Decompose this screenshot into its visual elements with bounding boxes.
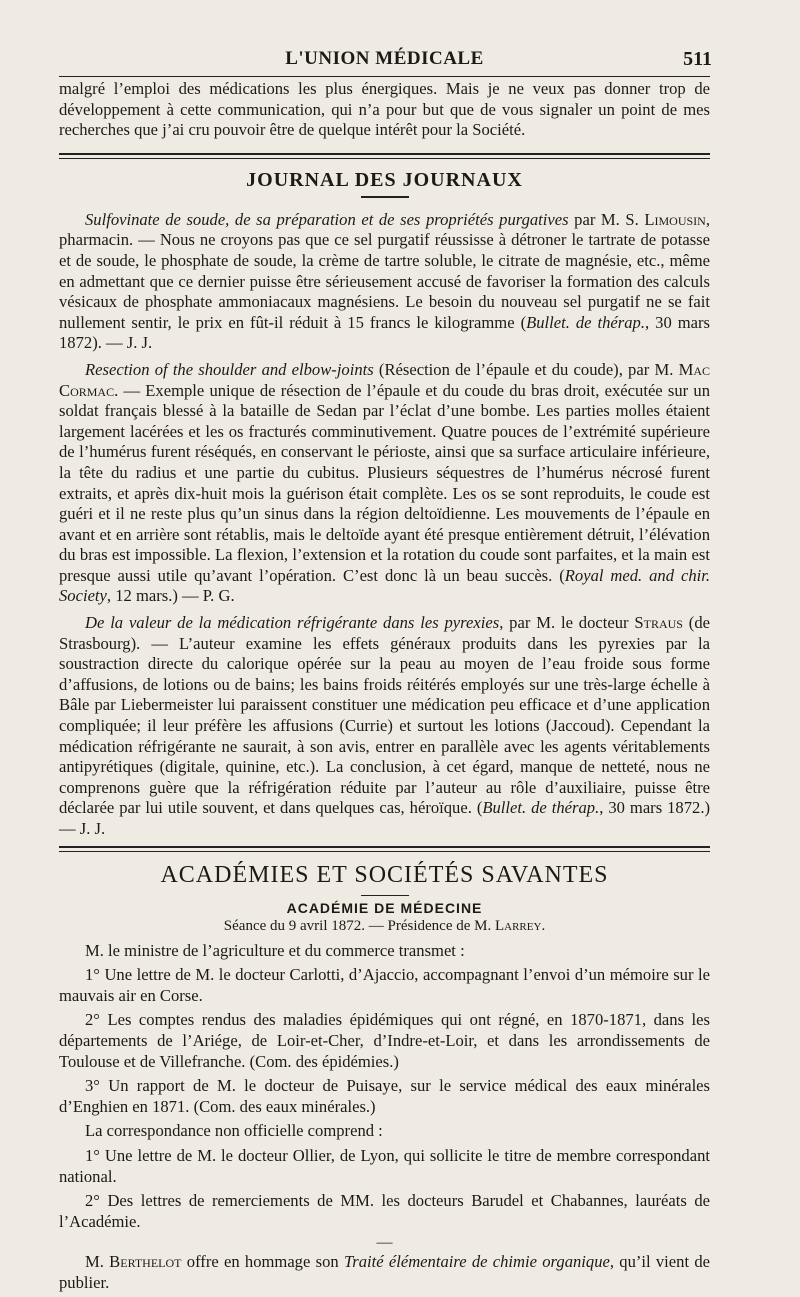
academies-section-title: ACADÉMIES ET SOCIÉTÉS SAVANTES (160, 861, 609, 888)
running-title: L'UNION MÉDICALE (285, 48, 484, 69)
seance-end: . (541, 917, 546, 934)
entry-text: , pharmacin. — Nous ne croyons pas que ce sel purgatif réussisse à détroner le tartrate de potasse et de soude, le phosphate de soude, la crème de tartre soluble, le citrate de magnésie, etc., même en admettant que ce dernier puisse être sérieusement accusé de favoriser la formation des calculs vésicaux de phosphate ammoniacaux magnésiens. Le besoin du nouveau sel purgatif ne se fait nullement sentir, le prix en fût-il réduit à 15 francs le kilogramme ( (59, 209, 711, 332)
entry-end: , 12 mars.) — P. G. (106, 586, 235, 606)
official-item: 1° Une lettre de M. le docteur Carlotti, d’Ajaccio, accompagnant l’envoi d’un mémoire sur le mauvais air en Corse. (59, 965, 710, 1005)
journal-entry (59, 360, 710, 607)
entry-source: Royal med. and chir. Society (59, 565, 711, 606)
seance-line (59, 918, 710, 935)
official-item: 3° Un rapport de M. le docteur de Puisaye, sur le service médical des eaux minérales d’Enghien en 1871. (Com. des eaux minérales.) (59, 1076, 710, 1116)
unofficial-item: 2° Des lettres de remerciements de MM. les docteurs Barudel et Chabannes, lauréats de l’Académie. (59, 1191, 710, 1231)
correspondance-intro: La correspondance non officielle comprend : (85, 1121, 383, 1141)
berthelot-paragraph (59, 1252, 710, 1293)
entry-title: Resection of the shoulder and elbow-joints (85, 359, 374, 379)
entry-title: Sulfovinate de soude, de sa préparation et de ses propriétés purgatives (85, 209, 569, 229)
academy-name: ACADÉMIE DE MÉDECINE (286, 899, 483, 916)
intro-paragraph: malgré l’emploi des médications les plus énergiques. Mais je ne veux pas donner trop de développement à cette communication, qui n’a pour but que de vous signaler un point de mes recherches que j’ai cru pouvoir être de quelque intérêt pour la Société. (59, 79, 710, 140)
page-number: 511 (683, 48, 712, 70)
entry-source: Bullet. de thérap. (482, 798, 600, 818)
entry-author: Straus (634, 613, 683, 633)
journal-entry (59, 613, 710, 840)
entry-author: Mac Cormac (59, 359, 710, 400)
journal-entry (59, 210, 710, 354)
title-underline (361, 895, 409, 896)
entry-author-prefix: par M. S. (568, 209, 645, 229)
berthelot-mid: offre en hommage son (181, 1252, 344, 1272)
berthelot-name: Berthelot (109, 1252, 182, 1272)
unofficial-item: 1° Une lettre de M. le docteur Ollier, de Lyon, qui sollicite le titre de membre correspondant national. (59, 1145, 710, 1186)
journal-section-title: JOURNAL DES JOURNAUX (246, 168, 523, 191)
section-divider (59, 153, 710, 159)
separator-dash: — (376, 1234, 393, 1252)
seance-text: Séance du 9 avril 1872. — Présidence de M. (223, 917, 495, 934)
running-header (59, 44, 710, 72)
entry-text: (de Strasbourg). — L’auteur examine les effets généraux produits dans les pyrexies par la soustraction directe du calorique opérée sur la peau au moyen de l’eau froide sous forme d’affusions, de lotions ou de bains; les bains froids réitérés employés sur une très-large échelle à Bâle par Liebermeister lui paraissent constituer une médication peu efficace et d’une application compliquée; il leur préfère les affusions (Currie) et surtout les lotions (Jaccoud). Cependant la médication réfrigérante ne saurait, à son avis, entrer en parallèle avec les agents véritablements antipyrétiques (digitale, quinine, etc.). La conclusion, à cet égard, manque de netteté, nous ne comprenons guère que la réfrigération réduite par l’auteur au rôle d’auxiliaire, puisse être déclarée par lui utile souvent, et dans quelques cas, héroïque. ( (59, 613, 710, 818)
ministre-intro: M. le ministre de l’agriculture et du commerce transmet : (85, 940, 465, 960)
title-underline (361, 196, 409, 198)
entry-title: De la valeur de la médication réfrigérante dans les pyrexies (85, 613, 500, 633)
entry-source: Bullet. de thérap. (526, 312, 645, 332)
entry-end: , 30 mars 1872). — J. J. (59, 312, 710, 353)
entry-end: , 30 mars 1872.) — J. J. (59, 798, 711, 838)
section-divider (59, 846, 710, 852)
header-rule (59, 76, 710, 77)
entry-text: . — Exemple unique de résection de l’épaule et du coude du bras droit, exécutée sur un soldat français blessé à la bataille de Sedan par l’éclat d’une bombe. Les parties molles étaient largement lacérées et les os fracturés comminutivement. Quatre pouces de l’extrémité supérieure de l’humérus furent réséqués, en conservant le périoste, ainsi que sa surface articulaire inférieure, la tête du radius et une partie du cubitus. Plusieurs séquestres de l’humérus nécrosé furent extraits, et après dix-huit mois la guérison était complète. Les os se sont reproduits, le coude est guéri et il ne reste plus qu’un sinus dans la région deltoïdienne. Les mouvements de l’épaule en avant et en arrière sont rétablis, mais le deltoïde ayant été presque entièrement détruit, l’élévation du bras est impossible. La flexion, l’extension et la rotation du coude sont parfaites, et la main est presque aussi utile qu’avant l’opération. C’est donc là un beau succès. ( (59, 380, 710, 585)
berthelot-prefix: M. (85, 1252, 110, 1272)
official-item: 2° Les comptes rendus des maladies épidémiques qui ont régné, en 1870-1871, dans les départements de l’Ariége, de Loir-et-Cher, d’Indre-et-Loir, et dans les arrondissements de Toulouse et de Villefranche. (Com. des épidémies.) (59, 1010, 710, 1071)
berthelot-end: , qu’il vient de publier. (59, 1252, 710, 1292)
entry-author: Limousin (644, 209, 706, 229)
entry-author-prefix: (Résection de l’épaule et du coude), par M. (373, 359, 679, 379)
berthelot-work: Traité élémentaire de chimie organique (343, 1252, 610, 1272)
president-name: Larrey (494, 917, 542, 934)
entry-author-prefix: , par M. le docteur (499, 613, 635, 633)
